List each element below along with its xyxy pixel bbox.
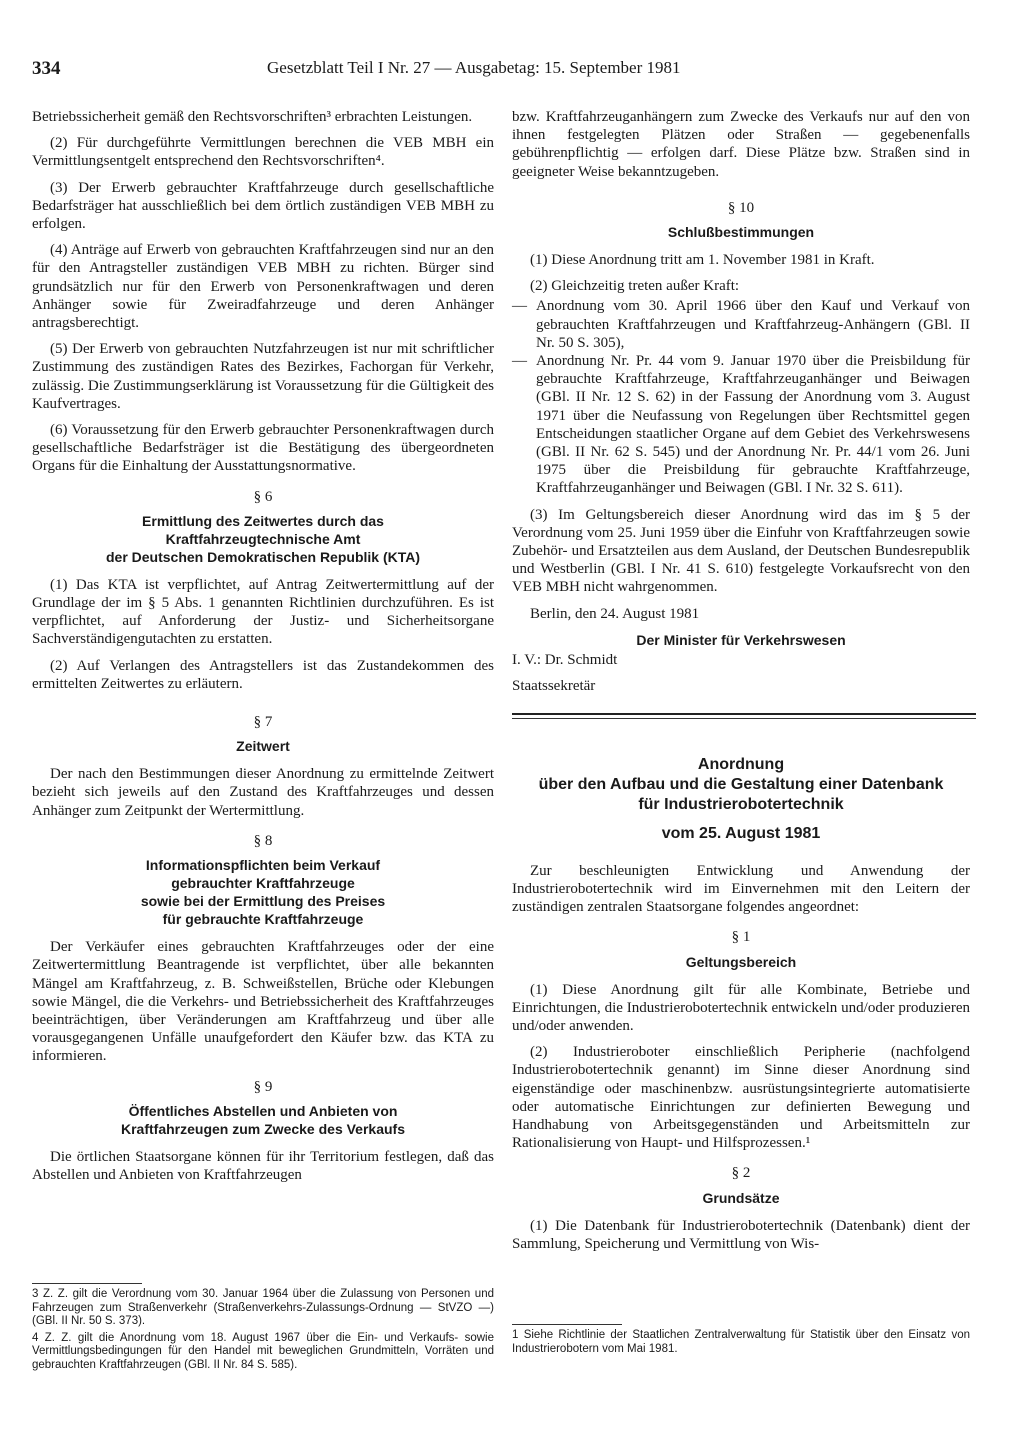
divider (512, 718, 976, 719)
section-title (32, 1102, 494, 1138)
right-column (512, 108, 970, 1355)
divider (512, 713, 976, 715)
section-title (32, 512, 494, 566)
dash-marker: — (512, 353, 527, 370)
footnote-rule (512, 1324, 622, 1325)
section-title-line: Kraftfahrzeugtechnische Amt (165, 530, 361, 547)
paragraph: (1) Die Datenbank für Industrierobotertechnik (Datenbank) dient der Sammlung, Speicherung und Vermittlung von Wis- (512, 1217, 970, 1252)
running-head: Gesetzblatt Teil I Nr. 27 — Ausgabetag: 15. September 1981 (267, 58, 681, 77)
paragraph: (3) Der Erwerb gebrauchter Kraftfahrzeuge durch gesellschaftliche Bedarfsträger hat ausschließlich bei dem örtlich zuständigen VEB MBH zu erfolgen. (32, 179, 494, 233)
section-number: § 9 (253, 1078, 273, 1095)
paragraph: (1) Diese Anordnung gilt für alle Kombinate, Betriebe und Einrichtungen, die Industrierobotertechnik entwickeln und/oder produzieren und/oder anwenden. (512, 981, 970, 1034)
paragraph: Betriebssicherheit gemäß den Rechtsvorschriften³ erbrachten Leistungen. (32, 109, 473, 125)
paragraph: (1) Diese Anordnung tritt am 1. November 1981 in Kraft. (530, 252, 875, 269)
section-title: Geltungsbereich (685, 953, 797, 970)
section-number: § 6 (253, 488, 273, 505)
section-title-line: Ermittlung des Zeitwertes durch das (142, 512, 384, 529)
section-title-line: gebrauchter Kraftfahrzeuge (171, 875, 355, 892)
footnote: 3 Z. Z. gilt die Verordnung vom 30. Januar 1964 über die Zulassung von Personen und Fahrzeugen zum Straßenverkehr (Straßenverkehrs-Zulassungs-Ordnung — StVZO —) (GBl. II Nr. 50 S. 373). (32, 1288, 494, 1327)
footnote: 4 Z. Z. gilt die Anordnung vom 18. August 1967 über die Ein- und Verkaufs- sowie Vermittlungsbedingungen für den Handel mit beweglichen Grundmitteln, Vorräten und gebrauchten Kraftfahrzeugen (GBl. II Nr. 84 S. 585). (32, 1331, 494, 1371)
paragraph: Die örtlichen Staatsorgane können für ihr Territorium festlegen, daß das Abstellen und Anbieten von Kraftfahrzeugen (32, 1148, 494, 1183)
section-title: Grundsätze (702, 1189, 780, 1206)
section-title-line: für gebrauchte Kraftfahrzeuge (162, 911, 364, 928)
page-number: 334 (32, 58, 61, 79)
section-title-line: Öffentliches Abstellen und Anbieten von (128, 1102, 398, 1119)
section-title-line: Informationspflichten beim Verkauf (145, 857, 381, 874)
left-column (32, 108, 494, 1371)
paragraph: (5) Der Erwerb von gebrauchten Nutzfahrzeugen ist nur mit schriftlicher Zustimmung des zuständigen Rates des Bezirkes, Fachorgan für Verkehr, zulässig. Die Zustimmungserklärung ist Voraussetzung für die Gültigkeit des Kaufvertrages. (32, 341, 494, 412)
signatory-title: Der Minister für Verkehrswesen (636, 631, 846, 648)
section-title: Zeitwert (236, 738, 290, 755)
section-number: § 2 (731, 1165, 751, 1182)
section-number: § 1 (731, 929, 751, 946)
list-item-text: Anordnung vom 30. April 1966 über den Kauf und Verkauf von gebrauchten Kraftfahrzeugen und Kraftfahrzeug-Anhängern (GBl. II Nr. 50 S. 305), (536, 298, 970, 351)
document-title-line: für Industrierobotertechnik (638, 796, 844, 814)
paragraph: Der nach den Bestimmungen dieser Anordnung zu ermittelnde Zeitwert bezieht sich jeweils auf den Zustand des Kraftfahrzeuges und dessen Anhänger zum Zeitpunkt der Wertermittlung. (32, 766, 494, 819)
footnotes (32, 1283, 494, 1375)
footnote-rule (32, 1283, 142, 1284)
signatory-role: Staatssekretär (512, 678, 596, 695)
footnotes (512, 1324, 970, 1359)
section-number: § 8 (253, 832, 273, 849)
list-item (512, 352, 970, 498)
list-item-text: Anordnung Nr. Pr. 44 vom 9. Januar 1970 über die Preisbildung für gebrauchte Kraftfahrzeuge, Kraftfahrzeuganhänger und Beiwagen (GBl. II Nr. 12 S. 62) in der Fassung der Anordnung vom 3. August 1971 über die Neufassung von Regelungen über Rechtsmittel gegen Entscheidungen staatlicher Organe auf dem Gebiet des Verkehrswesens (GBl. II Nr. 62 S. 545) und der Anordnung Nr. Pr. 44/1 vom 26. Juni 1975 über die Preisbildung für gebrauchte Kraftfahrzeuge, Kraftfahrzeuganhänger und Beiwagen (GBl. I Nr. 32 S. 611). (536, 353, 970, 497)
section-title-line: Kraftfahrzeugen zum Zwecke des Verkaufs (121, 1120, 405, 1137)
document-title (512, 755, 970, 815)
paragraph: Zur beschleunigten Entwicklung und Anwendung der Industrierobotertechnik wird im Einvernehmen mit den Leitern der zuständigen zentralen Staatsorgane folgendes angeordnet: (512, 862, 970, 916)
section-title (32, 856, 494, 928)
paragraph: (2) Industrieroboter einschließlich Peripherie (nachfolgend Industrierobotertechnik genannt) im Sinne dieser Anordnung sind eigenständige oder maschinenbzw. ausrüstungsintegrierte automatisierte oder automatische Einrichtungen zur definierten Bewegung und Handhabung von Arbeitsgegenständen und Arbeitsmitteln zur Rationalisierung von Haupt- und Hilfsprozessen.¹ (512, 1044, 970, 1152)
list-item (512, 297, 970, 352)
paragraph: (4) Anträge auf Erwerb von gebrauchten Kraftfahrzeugen sind nur an den für den Antragsteller zuständigen VEB MBH zu richten. Bürger sind grundsätzlich nur für den Erwerb von Personenkraftwagen und deren Anhänger sowie für Zweiradfahrzeuge und deren Anhänger antragsberechtigt. (32, 242, 494, 332)
paragraph: Der Verkäufer eines gebrauchten Kraftfahrzeuges oder der eine Zeitwertermittlung Beantragende ist verpflichtet, über alle bekannten Mängel am Kraftfahrzeug, z. B. Schweißstellen, Brüche oder Klebungen sowie Mängel, die die Verkehrs- und Betriebssicherheit des Kraftfahrzeuges beeinträchtigen, über Veränderungen am Kraftfahrzeug und über alle vorausgegangenen Unfälle unaufgefordert den Käufer bzw. das KTA zu informieren. (32, 939, 494, 1065)
section-title-line: der Deutschen Demokratischen Republik (KTA) (105, 548, 421, 565)
paragraph: (2) Für durchgeführte Vermittlungen berechnen die VEB MBH ein Vermittlungsentgelt entsprechend den Rechtsvorschriften⁴. (32, 135, 494, 170)
document-date: vom 25. August 1981 (661, 825, 821, 843)
paragraph: bzw. Kraftfahrzeuganhängern zum Zwecke des Verkaufs nur auf den von ihnen festgelegten Plätzen oder Straßen — gegebenenfalls gebührenpflichtig — erfolgen darf. Diese Plätze bzw. Straßen sind in geeigneter Weise bekanntzugeben. (512, 109, 970, 180)
section-number: § 10 (727, 199, 755, 216)
paragraph: (6) Voraussetzung für den Erwerb gebrauchter Personenkraftwagen durch gesellschaftliche Bedarfsträger ist die Bestätigung des übergeordneten Organs für die Einhaltung der Ausstattungsnormative. (32, 422, 494, 475)
dash-marker: — (512, 298, 527, 315)
footnote: 1 Siehe Richtlinie der Staatlichen Zentralverwaltung für Statistik über den Einsatz von Industrierobotern vom Mai 1981. (512, 1329, 970, 1355)
signatory-name: I. V.: Dr. Schmidt (512, 652, 618, 669)
section-number: § 7 (253, 714, 273, 731)
paragraph: (2) Gleichzeitig treten außer Kraft: (530, 278, 740, 295)
date-line: Berlin, den 24. August 1981 (530, 605, 700, 622)
section-title: Schlußbestimmungen (667, 224, 815, 241)
document-title-line: Anordnung (697, 756, 785, 774)
paragraph: (1) Das KTA ist verpflichtet, auf Antrag Zeitwertermittlung auf der Grundlage der im § 5 Abs. 1 genannten Richtlinien durchzuführen. Es ist verpflichtet, auf Anforderung der Justiz- und Sicherheitsorgane Sachverständigengutachten zu erstatten. (32, 576, 494, 648)
page-header (32, 58, 732, 88)
paragraph: (3) Im Geltungsbereich dieser Anordnung wird das im § 5 der Verordnung vom 25. Juni 1959 über die Einfuhr von Kraftfahrzeugen sowie Zubehör- und Ersatzteilen aus dem Ausland, der Deutschen Bundesrepublik und Westberlin (GBl. I Nr. 41 S. 610) festgelegte Vorkaufsrecht von den VEB MBH nicht wahrgenommen. (512, 506, 970, 596)
paragraph: (2) Auf Verlangen des Antragstellers ist das Zustandekommen des ermittelten Zeitwertes zu erläutern. (32, 657, 494, 692)
document-title-line: über den Aufbau und die Gestaltung einer Datenbank (538, 776, 944, 794)
section-title-line: sowie bei der Ermittlung des Preises (140, 893, 386, 910)
